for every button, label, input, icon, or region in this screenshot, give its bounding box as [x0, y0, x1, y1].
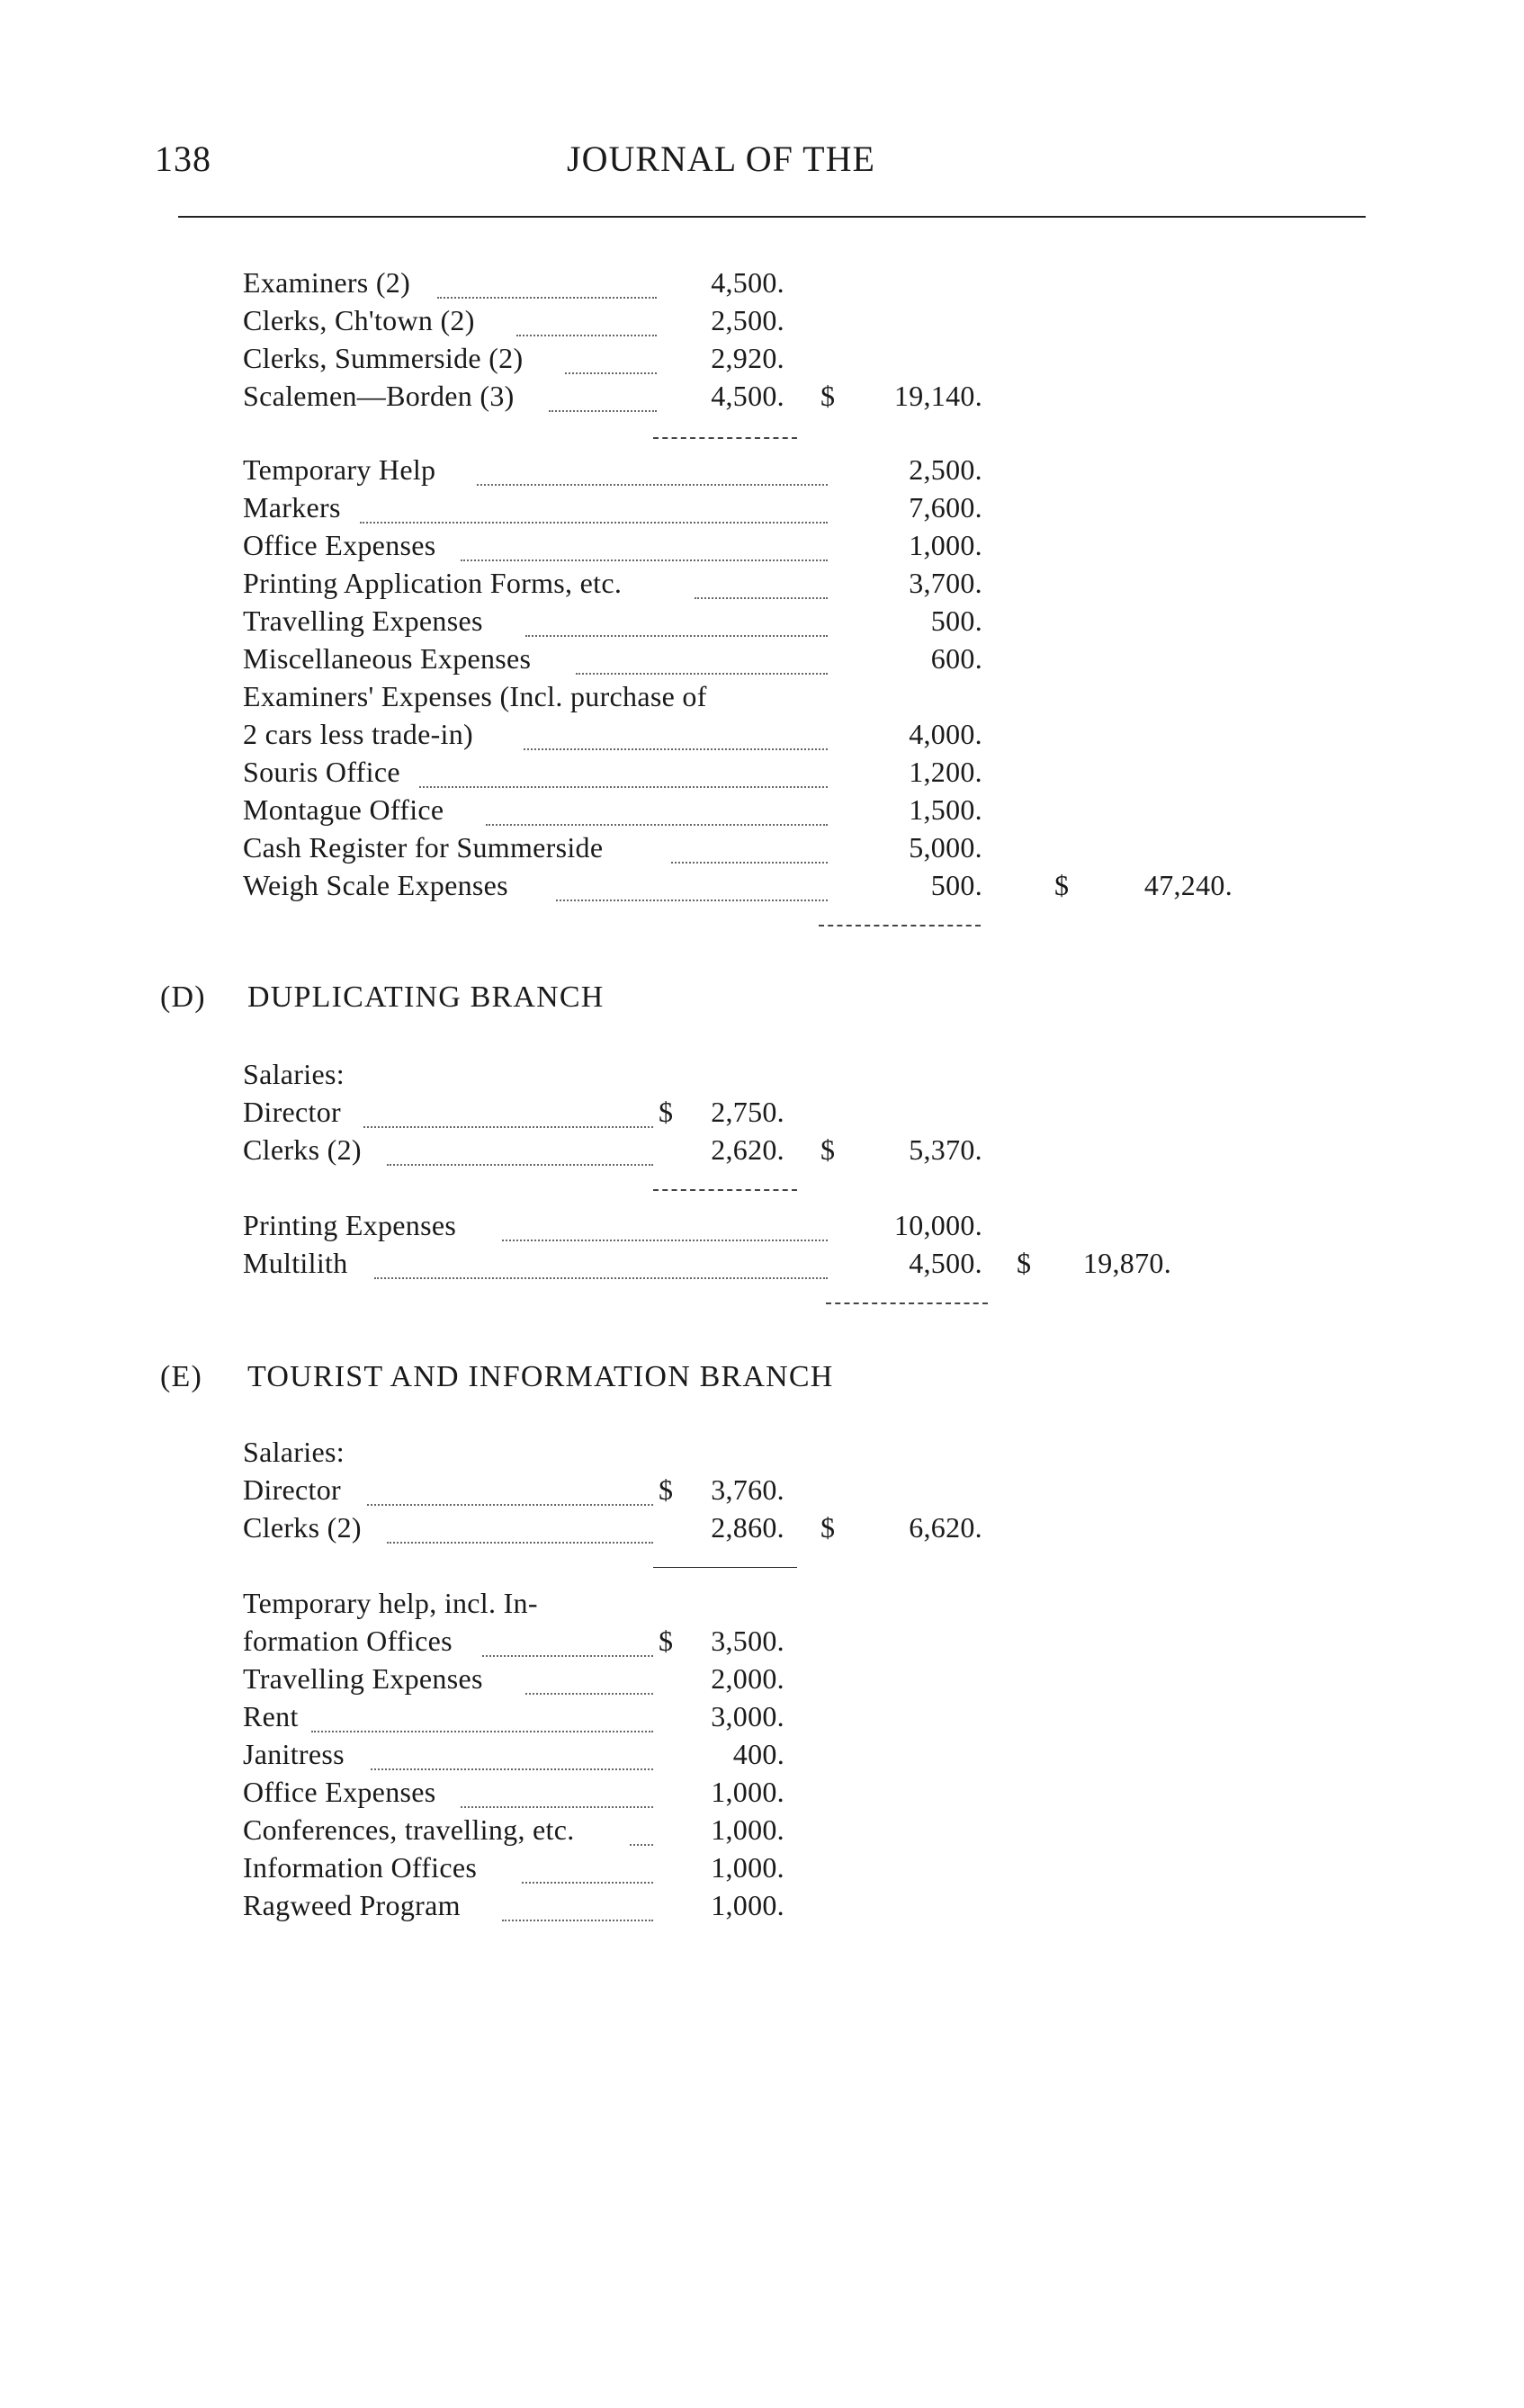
leader-dots [556, 900, 828, 901]
leader-dots [502, 1920, 653, 1921]
list-item-label: Cash Register for Summerside [243, 831, 604, 864]
leader-dots [367, 1504, 653, 1506]
list-item-amount: 2,920. [711, 342, 784, 374]
list-item-amount: 1,500. [909, 793, 982, 826]
dollar-sign: $ [820, 1511, 836, 1544]
list-item-amount: 400. [732, 1738, 784, 1770]
leader-dots [477, 484, 828, 486]
leader-dots [374, 1277, 828, 1279]
section-letter: (E) [160, 1360, 203, 1393]
list-item-label: Director [243, 1473, 342, 1506]
list-item-label: Multilith [243, 1247, 348, 1279]
leader-dots [311, 1731, 653, 1732]
leader-dots [387, 1164, 653, 1166]
list-item-amount: 7,600. [909, 491, 982, 524]
list-item-label: Clerks, Summerside (2) [243, 342, 524, 374]
list-item-label: Examiners' Expenses (Incl. purchase of [243, 680, 707, 712]
salaries-label: Salaries: [243, 1058, 345, 1090]
leader-dots [461, 1806, 653, 1808]
list-item-label: Examiners (2) [243, 266, 411, 299]
dollar-sign: $ [659, 1096, 674, 1128]
leader-dots [630, 1844, 653, 1846]
list-item-label: Temporary Help [243, 453, 436, 486]
leader-dots [502, 1240, 828, 1241]
subtotal-amount: 6,620. [909, 1511, 982, 1544]
list-item-amount: 2,750. [711, 1096, 784, 1128]
leader-dots [360, 522, 828, 524]
list-item-label: Travelling Expenses [243, 1662, 483, 1695]
section-letter: (D) [160, 980, 206, 1014]
list-item-amount: 3,500. [711, 1625, 784, 1657]
dollar-sign: $ [1054, 869, 1070, 901]
list-item-label: Weigh Scale Expenses [243, 869, 508, 901]
list-item-amount: 2,000. [711, 1662, 784, 1695]
leader-dots [486, 824, 828, 826]
section-title: TOURIST AND INFORMATION BRANCH [247, 1360, 834, 1393]
list-item-amount: 3,000. [711, 1700, 784, 1732]
dollar-sign: $ [820, 1133, 836, 1166]
list-item-amount: 3,700. [909, 567, 982, 599]
list-item-label: Printing Expenses [243, 1209, 457, 1241]
list-item-amount: 500. [930, 869, 982, 901]
list-item-label: Printing Application Forms, etc. [243, 567, 623, 599]
list-item-label: Miscellaneous Expenses [243, 642, 532, 675]
list-item-label: Clerks (2) [243, 1511, 362, 1544]
list-item-amount: 4,000. [909, 718, 982, 750]
list-item-label: Clerks, Ch'town (2) [243, 304, 475, 336]
list-item-label: 2 cars less trade-in) [243, 718, 473, 750]
leader-dots [549, 410, 657, 412]
list-item-amount: 4,500. [711, 266, 784, 299]
list-item-amount: 500. [930, 604, 982, 637]
list-item-amount: 2,500. [711, 304, 784, 336]
leader-dots [461, 559, 828, 561]
list-item-amount: 3,760. [711, 1473, 784, 1506]
list-item-label: Information Offices [243, 1851, 478, 1884]
list-item-amount: 1,000. [909, 529, 982, 561]
list-item-label: Office Expenses [243, 529, 436, 561]
page-title: JOURNAL OF THE [567, 139, 875, 179]
list-item-amount: 5,000. [909, 831, 982, 864]
list-item-label: Conferences, travelling, etc. [243, 1813, 575, 1846]
leader-dots [419, 786, 828, 788]
list-item-label: Montague Office [243, 793, 444, 826]
list-item-label: Rent [243, 1700, 299, 1732]
list-item-amount: 4,500. [711, 380, 784, 412]
list-item-label: Office Expenses [243, 1776, 436, 1808]
section-title: DUPLICATING BRANCH [247, 980, 605, 1014]
dollar-sign: $ [820, 380, 836, 412]
list-item-amount: 1,000. [711, 1776, 784, 1808]
list-item-amount: 1,000. [711, 1851, 784, 1884]
list-item-label: Scalemen—Borden (3) [243, 380, 515, 412]
list-item-label: formation Offices [243, 1625, 453, 1657]
leader-dots [524, 748, 828, 750]
dollar-sign: $ [659, 1473, 674, 1506]
leader-dots [482, 1655, 653, 1657]
leader-dots [387, 1542, 653, 1544]
list-item-amount: 2,620. [711, 1133, 784, 1166]
leader-dots [371, 1768, 653, 1770]
list-item-label: Temporary help, incl. In- [243, 1587, 538, 1619]
list-item-label: Ragweed Program [243, 1889, 461, 1921]
total-amount: 47,240. [1143, 869, 1233, 901]
total-amount: 19,870. [1082, 1247, 1171, 1279]
list-item-amount: 600. [930, 642, 982, 675]
list-item-amount: 1,000. [711, 1889, 784, 1921]
list-item-amount: 1,200. [909, 756, 982, 788]
list-item-label: Souris Office [243, 756, 400, 788]
salaries-label: Salaries: [243, 1436, 345, 1468]
sum-rule [653, 1567, 797, 1568]
leader-dots [576, 673, 828, 675]
leader-dots [695, 597, 828, 599]
subtotal-amount: 5,370. [909, 1133, 982, 1166]
leader-dots [525, 635, 828, 637]
leader-dots [565, 372, 657, 374]
list-item-label: Travelling Expenses [243, 604, 483, 637]
list-item-amount: 2,500. [909, 453, 982, 486]
list-item-amount: 2,860. [711, 1511, 784, 1544]
leader-dots [363, 1126, 653, 1128]
list-item-amount: 4,500. [909, 1247, 982, 1279]
list-item-label: Clerks (2) [243, 1133, 362, 1166]
dollar-sign: $ [1017, 1247, 1032, 1279]
sum-rule [653, 437, 797, 439]
leader-dots [522, 1882, 653, 1884]
leader-dots [437, 297, 657, 299]
list-item-amount: 10,000. [893, 1209, 982, 1241]
leader-dots [516, 335, 657, 336]
leader-dots [525, 1693, 653, 1695]
list-item-amount: 1,000. [711, 1813, 784, 1846]
sum-rule [653, 1189, 797, 1191]
header-rule [178, 216, 1366, 218]
page-number: 138 [155, 139, 211, 179]
subtotal-amount: 19,140. [893, 380, 982, 412]
list-item-label: Director [243, 1096, 342, 1128]
leader-dots [671, 862, 828, 864]
list-item-label: Markers [243, 491, 341, 524]
sum-rule [826, 1302, 988, 1304]
list-item-label: Janitress [243, 1738, 345, 1770]
dollar-sign: $ [659, 1625, 674, 1657]
sum-rule [819, 925, 981, 926]
